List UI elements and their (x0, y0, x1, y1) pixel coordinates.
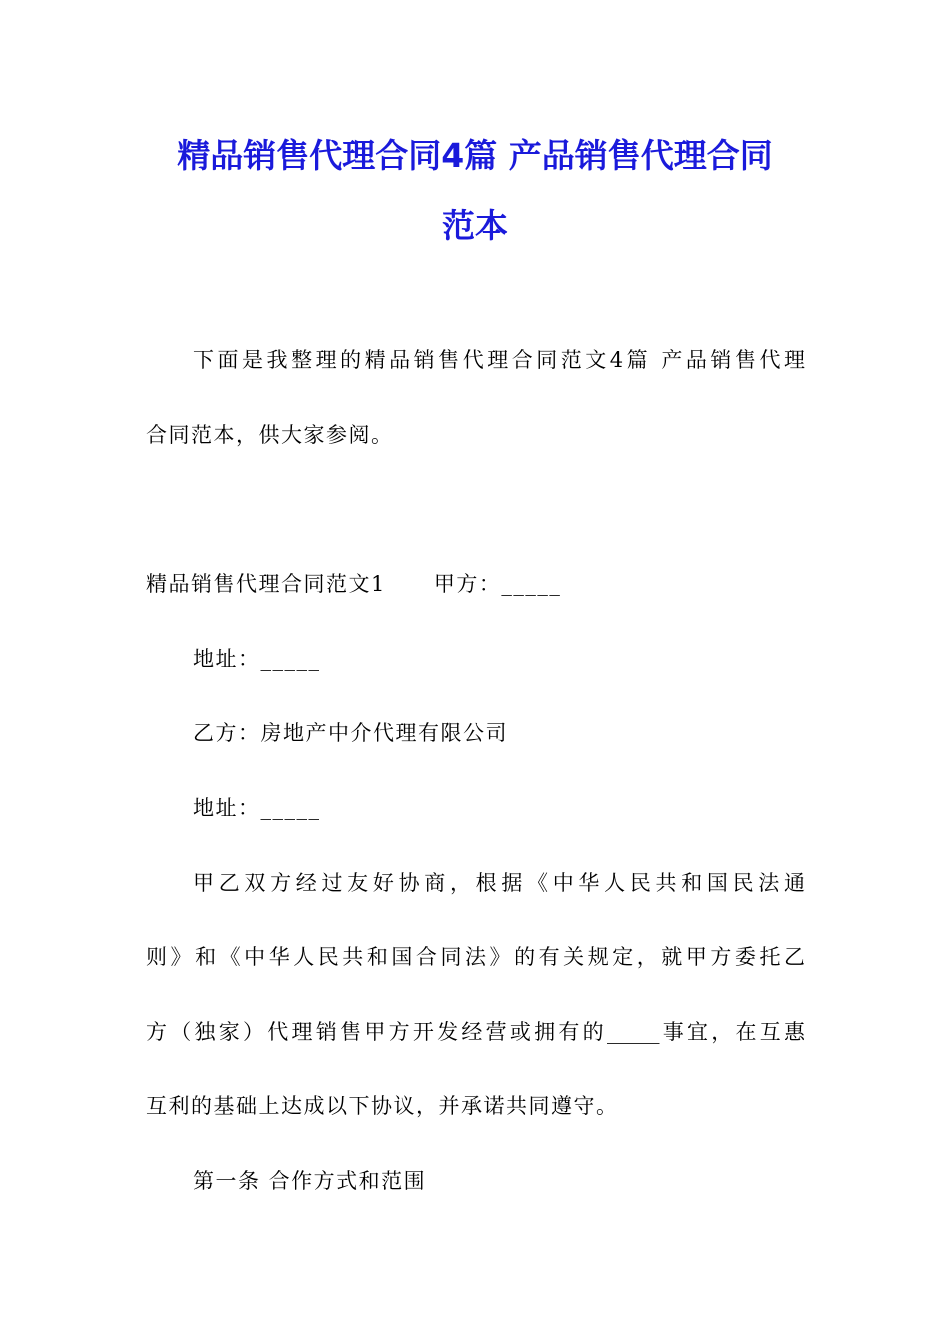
party-a: 甲方：_____ (433, 572, 562, 596)
document-title-line2: 范本 (442, 206, 508, 245)
party-b: 乙方：房地产中介代理有限公司 (193, 721, 508, 745)
article-1-heading: 第一条 合作方式和范围 (193, 1169, 427, 1193)
address-b: 地址：_____ (193, 796, 321, 820)
paragraph-line4: 互利的基础上达成以下协议，并承诺共同遵守。 (146, 1094, 619, 1118)
document-title-line1: 精品销售代理合同4篇 产品销售代理合同 (177, 136, 773, 175)
section-heading-row (146, 570, 561, 598)
address-a: 地址：_____ (193, 647, 321, 671)
paragraph-line1: 甲乙双方经过友好协商，根据《中华人民共和国民法通 (193, 871, 805, 895)
paragraph-line2: 则》和《中华人民共和国合同法》的有关规定，就甲方委托乙 (146, 945, 805, 969)
section-label: 精品销售代理合同范文1 (146, 572, 386, 596)
intro-line2: 合同范本，供大家参阅。 (146, 423, 394, 447)
paragraph-line3: 方（独家）代理销售甲方开发经营或拥有的_____事宜，在互惠 (146, 1020, 805, 1044)
intro-line1: 下面是我整理的精品销售代理合同范文4篇 产品销售代理 (193, 348, 805, 372)
